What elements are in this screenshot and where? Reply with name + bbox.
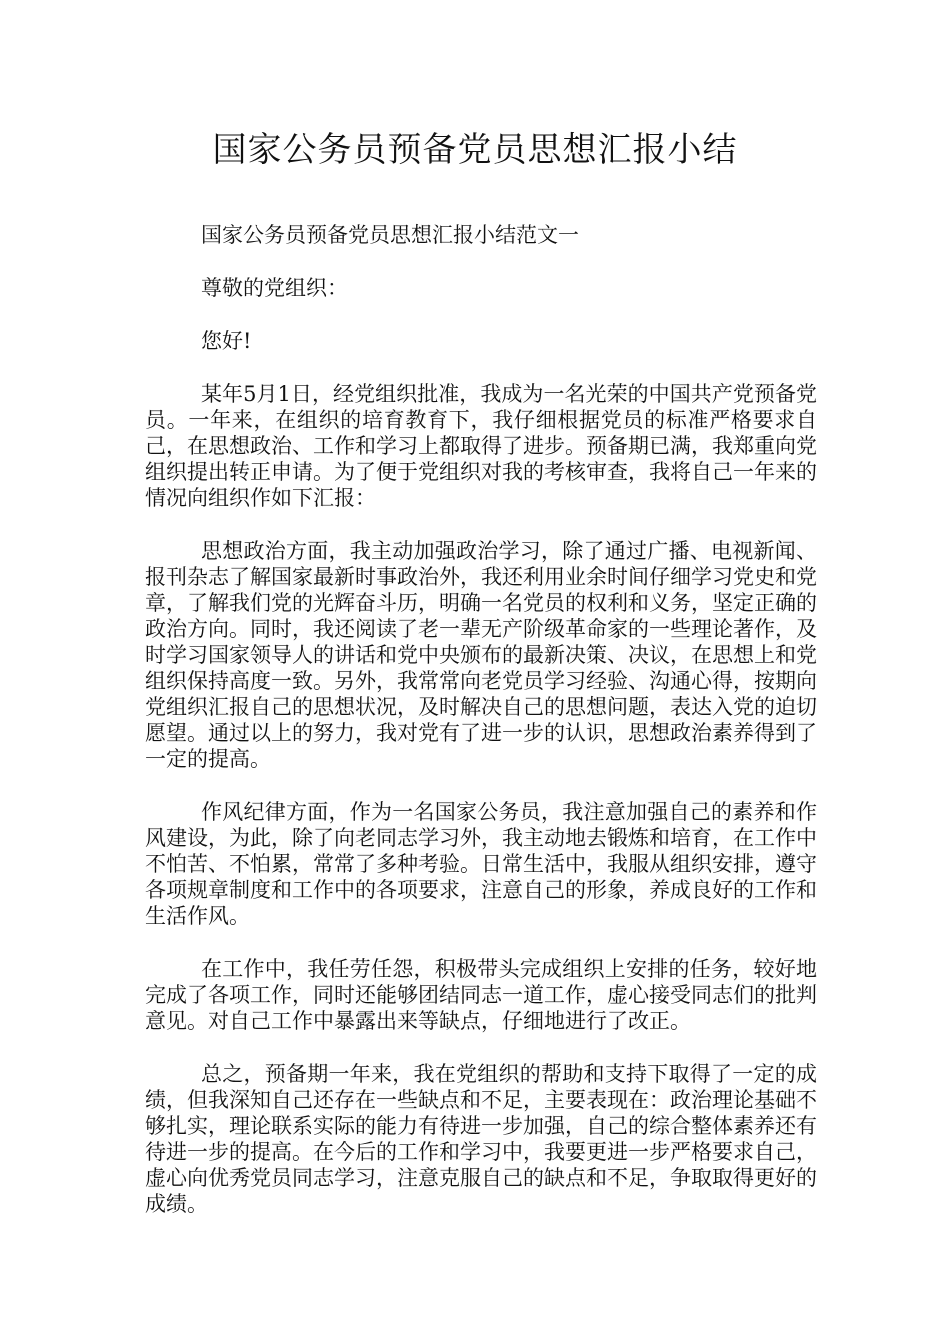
greeting: 您好!: [201, 329, 252, 353]
document-body: [145, 222, 817, 1244]
paragraph-intro: 某年5月1日，经党组织批准，我成为一名光荣的中国共产党预备党员。一年来，在组织的培育教育下，我仔细根据党员的标准严格要求自己，在思想政治、工作和学习上都取得了进步。预备期已满，我郑重向党组织提出转正申请。为了便于党组织对我的考核审查，我将自己一年来的情况向组织作如下汇报：: [145, 382, 817, 510]
document-subtitle: 国家公务员预备党员思想汇报小结范文一: [201, 223, 579, 247]
document-title: 国家公务员预备党员思想汇报小结: [212, 130, 738, 170]
paragraph-summary: 总之，预备期一年来，我在党组织的帮助和支持下取得了一定的成绩，但我深知自己还存在一些缺点和不足，主要表现在：政治理论基础不够扎实，理论联系实际的能力有待进一步加强，自己的综合整体素养还有待进一步的提高。在今后的工作和学习中，我要更进一步严格要求自己，虚心向优秀党员同志学习，注意克服自己的缺点和不足，争取取得更好的成绩。: [145, 1062, 817, 1216]
paragraph-work: 在工作中，我任劳任怨，积极带头完成组织上安排的任务，较好地完成了各项工作，同时还能够团结同志一道工作，虚心接受同志们的批判意见。对自己工作中暴露出来等缺点，仔细地进行了改正。: [145, 957, 817, 1033]
paragraph-political: 思想政治方面，我主动加强政治学习，除了通过广播、电视新闻、报刊杂志了解国家最新时事政治外，我还利用业余时间仔细学习党史和党章，了解我们党的光辉奋斗历，明确一名党员的权利和义务，坚定正确的政治方向。同时，我还阅读了老一辈无产阶级革命家的一些理论著作，及时学习国家领导人的讲话和党中央颁布的最新决策、决议，在思想上和党组织保持高度一致。另外，我常常向老党员学习经验、沟通心得，按期向党组织汇报自己的思想状况，及时解决自己的思想问题，表达入党的迫切愿望。通过以上的努力，我对党有了进一步的认识，思想政治素养得到了一定的提高。: [145, 539, 817, 771]
salutation: 尊敬的党组织：: [201, 276, 348, 300]
paragraph-discipline: 作风纪律方面，作为一名国家公务员，我注意加强自己的素养和作风建设，为此，除了向老同志学习外，我主动地去锻炼和培育，在工作中不怕苦、不怕累，常常了多种考验。日常生活中，我服从组织安排，遵守各项规章制度和工作中的各项要求，注意自己的形象，养成良好的工作和生活作风。: [145, 800, 817, 928]
